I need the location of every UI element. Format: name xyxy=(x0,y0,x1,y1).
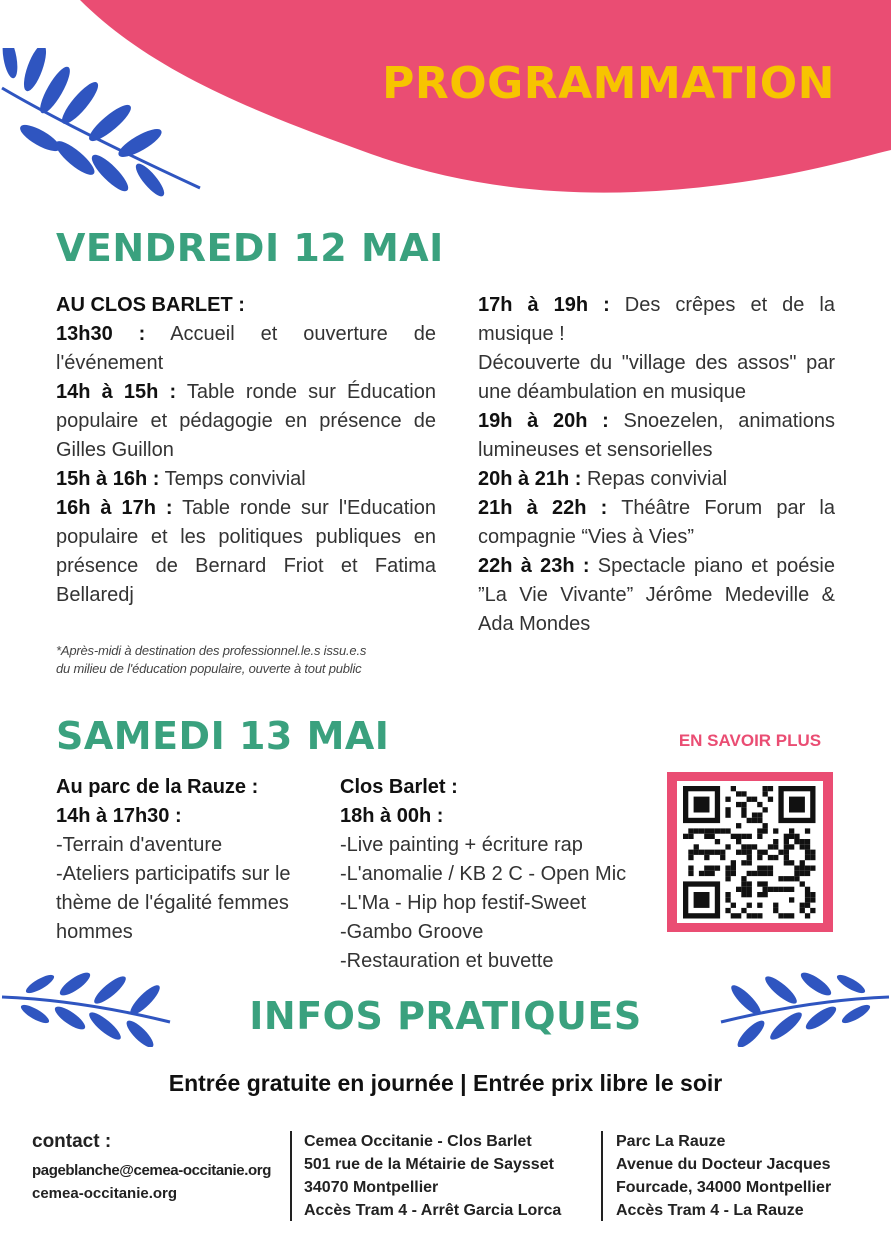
schedule-item: 22h à 23h : Spectacle piano et poésie ”La Vie Vivante” Jérôme Medeville & Ada Mondes xyxy=(478,555,835,635)
email-link[interactable]: pageblanche@cemea-occitanie.org xyxy=(32,1162,271,1179)
list-item: -L'anomalie / KB 2 C - Open Mic xyxy=(340,863,627,885)
entry-info: Entrée gratuite en journée | Entrée prix libre le soir xyxy=(168,1070,723,1096)
saturday-title: SAMEDI 13 MAI xyxy=(56,714,390,758)
list-item: -L'Ma - Hip hop festif-Sweet xyxy=(340,892,587,914)
list-item: -Terrain d'aventure xyxy=(56,834,223,856)
list-item: -Restauration et buvette xyxy=(340,950,554,972)
schedule-item: 21h à 22h : Théâtre Forum par la compagnie “Vies à Vies” xyxy=(478,497,835,548)
friday-right-column xyxy=(478,291,835,639)
schedule-item: 14h à 15h : Table ronde sur Éducation populaire et pédagogie en présence de Gilles Guillon xyxy=(56,381,436,461)
schedule-item: 17h à 19h : Des crêpes et de la musique ! xyxy=(478,294,835,345)
qr-code-icon[interactable] xyxy=(683,786,819,920)
saturday-middle-column xyxy=(340,773,660,976)
saturday-location: Au parc de la Rauze : xyxy=(56,776,259,798)
schedule-item: Découverte du "village des assos" par une déambulation en musique xyxy=(478,352,835,403)
saturday-time: 18h à 00h : xyxy=(340,805,444,827)
page-title: PROGRAMMATION xyxy=(382,58,835,109)
schedule-item: 13h30 : Accueil et ouverture de l'événement xyxy=(56,323,436,374)
list-item: -Live painting + écriture rap xyxy=(340,834,583,856)
address-clos-barlet: Cemea Occitanie - Clos Barlet 501 rue de la Métairie de Saysset 34070 Montpellier Accès Tram 4 - Arrêt Garcia Lorca xyxy=(304,1133,562,1219)
contact-block xyxy=(32,1130,282,1205)
schedule-item: 15h à 16h : Temps convivial xyxy=(56,468,306,490)
divider xyxy=(601,1131,603,1221)
more-info-label[interactable]: EN SAVOIR PLUS xyxy=(678,731,822,750)
saturday-location: Clos Barlet : xyxy=(340,776,458,798)
list-item: -Gambo Groove xyxy=(340,921,484,943)
infos-title: INFOS PRATIQUES xyxy=(249,994,642,1038)
friday-title: VENDREDI 12 MAI xyxy=(56,226,444,270)
saturday-left-column xyxy=(56,773,316,947)
list-item: -Ateliers participatifs sur le thème de l'égalité femmes hommes xyxy=(56,863,291,943)
friday-left-column xyxy=(56,291,436,610)
schedule-item: 16h à 17h : Table ronde sur l'Education populaire et les politiques publiques en présence de Bernard Friot et Fatima Bellaredj xyxy=(56,497,436,606)
friday-location: AU CLOS BARLET : xyxy=(56,294,245,316)
schedule-item: 20h à 21h : Repas convivial xyxy=(478,468,728,490)
leaf-top-left-icon xyxy=(0,48,205,198)
schedule-item: 19h à 20h : Snoezelen, animations lumineuses et sensorielles xyxy=(478,410,835,461)
website-link[interactable]: cemea-occitanie.org xyxy=(32,1185,178,1202)
address-parc-la-rauze: Parc La Rauze Avenue du Docteur Jacques Fourcade, 34000 Montpellier Accès Tram 4 - La Rauze xyxy=(616,1133,832,1219)
footnote: *Après-midi à destination des professionnel.le.s issu.e.s du milieu de l'éducation populaire, ouverte à tout public xyxy=(56,643,367,676)
divider xyxy=(290,1131,292,1221)
contact-label: contact : xyxy=(32,1131,112,1152)
saturday-time: 14h à 17h30 : xyxy=(56,805,182,827)
